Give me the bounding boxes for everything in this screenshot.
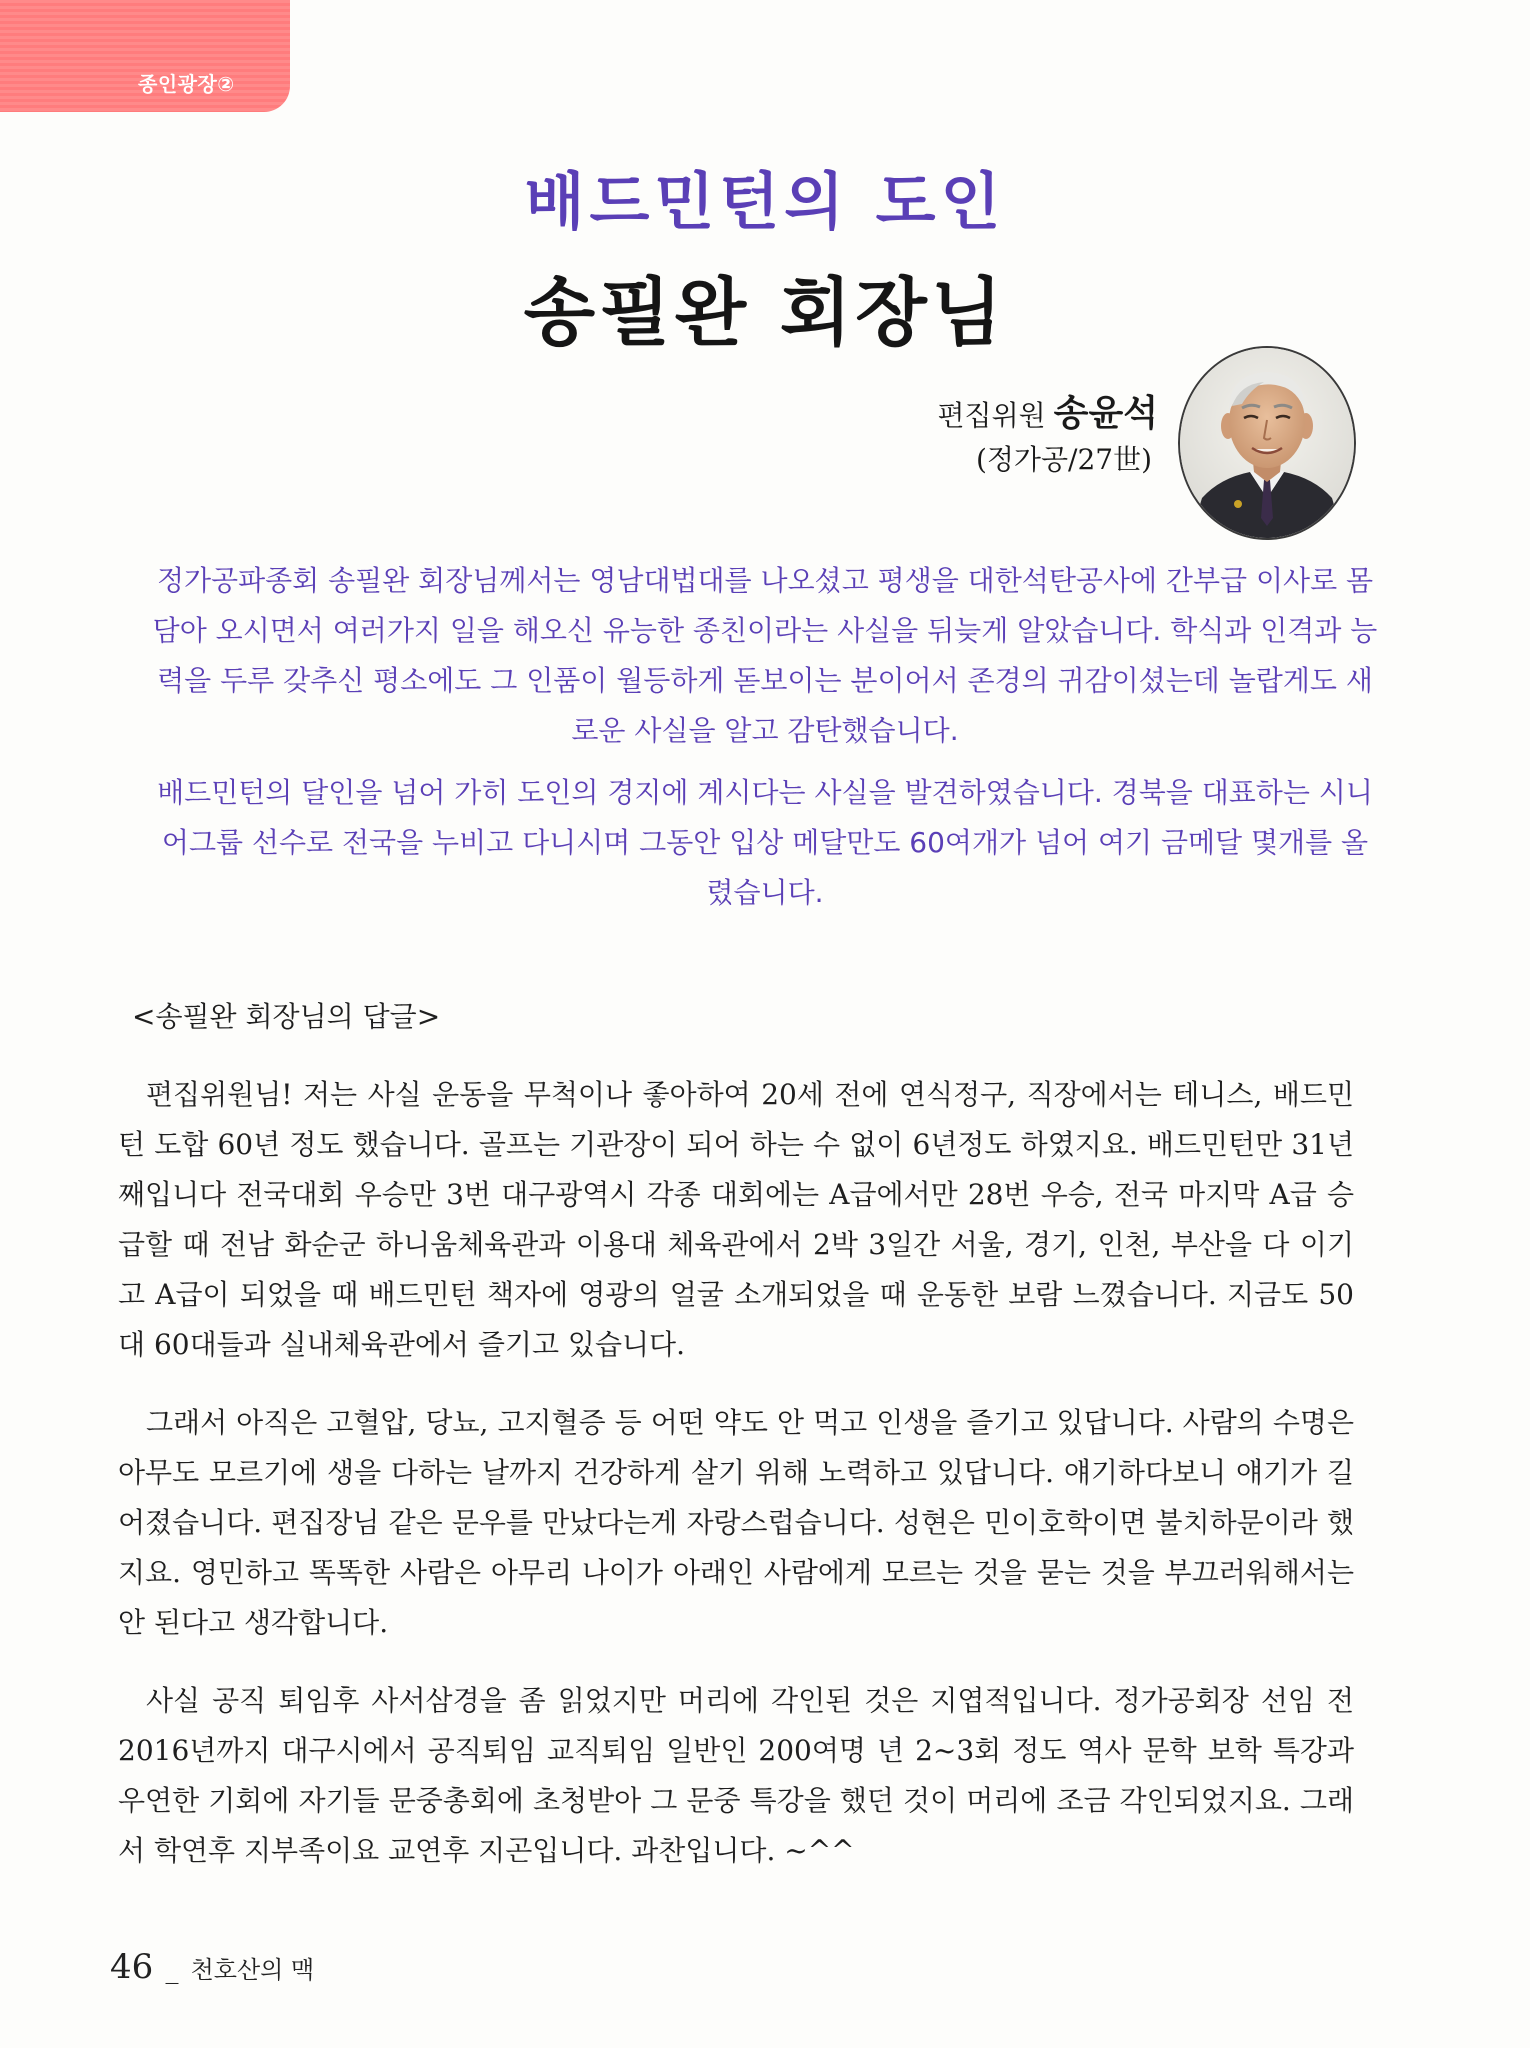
reply-body [118,992,1354,1904]
magazine-name: 천호산의 맥 [190,1956,315,1984]
byline-role: 편집위원 [937,399,1046,432]
reply-paragraph-1: 편집위원님! 저는 사실 운동을 무척이나 좋아하여 20세 전에 연식정구, 직장에서는 테니스, 배드민턴 도합 60년 정도 했습니다. 골프는 기관장이 되어 하는 수 없이 6년정도 하였지요. 배드민턴만 31년 째입니다 전국대회 우승만 3번 대구광역시 각종 대회에는 A급에서만 28번 우승, 전국 마지막 A급 승급할 때 전남 화순군 하니움체육관과 이용대 체육관에서 2박 3일간 서울, 경기, 인천, 부산을 다 이기고 A급이 되었을 때 배드민턴 책자에 영광의 얼굴 소개되었을 때 운동한 보람 느꼈습니다. 지금도 50대 60대들과 실내체육관에서 즐기고 있습니다. [118,1078,1354,1361]
page-footer [110,1947,314,1987]
intro-paragraph-2: 배드민턴의 달인을 넘어 가히 도인의 경지에 계시다는 사실을 발견하였습니다. 경북을 대표하는 시니어그룹 선수로 전국을 누비고 다니시며 그동안 입상 메달만도 60여개가 넘어 여기 금메달 몇개를 올렸습니다. [157,776,1373,909]
page-number: 46 [110,1947,154,1987]
intro-paragraph-1: 정가공파종회 송필완 회장님께서는 영남대법대를 나오셨고 평생을 대한석탄공사에 간부급 이사로 몸담아 오시면서 여러가지 일을 해오신 유능한 종친이라는 사실을 뒤늦게 알았습니다. 학식과 인격과 능력을 두루 갖추신 평소에도 그 인품이 월등하게 돋보이는 분이어서 존경의 귀감이셨는데 놀랍게도 새로운 사실을 알고 감탄했습니다. [152,564,1378,747]
reply-paragraph-2: 그래서 아직은 고혈압, 당뇨, 고지혈증 등 어떤 약도 안 먹고 인생을 즐기고 있답니다. 사람의 수명은 아무도 모르기에 생을 다하는 날까지 건강하게 살기 위해 노력하고 있답니다. 얘기하다보니 얘기가 길어졌습니다. 편집장님 같은 문우를 만났다는게 자랑스럽습니다. 성현은 민이호학이면 불치하문이라 했지요. 영민하고 똑똑한 사람은 아무리 나이가 아래인 사람에게 모르는 것을 묻는 것을 부끄러워해서는 안 된다고 생각합니다. [118,1406,1354,1639]
section-tab [0,0,290,112]
reply-paragraph-3: 사실 공직 퇴임후 사서삼경을 좀 읽었지만 머리에 각인된 것은 지엽적입니다. 정가공회장 선임 전 2016년까지 대구시에서 공직퇴임 교직퇴임 일반인 200여명 년 2~3회 정도 역사 문학 보학 특강과 우연한 기회에 자기들 문중총회에 초청받아 그 문중 특강을 했던 것이 머리에 조금 각인되었지요. 그래서 학연후 지부족이요 교연후 지곤입니다. 과찬입니다. ~^^ [118,1684,1354,1867]
byline-name: 송윤석 [1053,393,1158,434]
byline-lineage: (정가공/27世) [975,443,1152,476]
portrait-photo-icon [1180,348,1354,538]
article-subtitle: 배드민턴의 도인 [524,165,1006,238]
section-tab-label: 종인광장② [138,72,235,96]
reply-heading: <송필완 회장님의 답글> [132,1000,441,1033]
footer-separator: _ [165,1955,179,1985]
author-portrait [1180,348,1354,538]
intro-block [150,556,1380,930]
article-title: 송필완 회장님 [523,270,1007,356]
byline [937,392,1158,482]
